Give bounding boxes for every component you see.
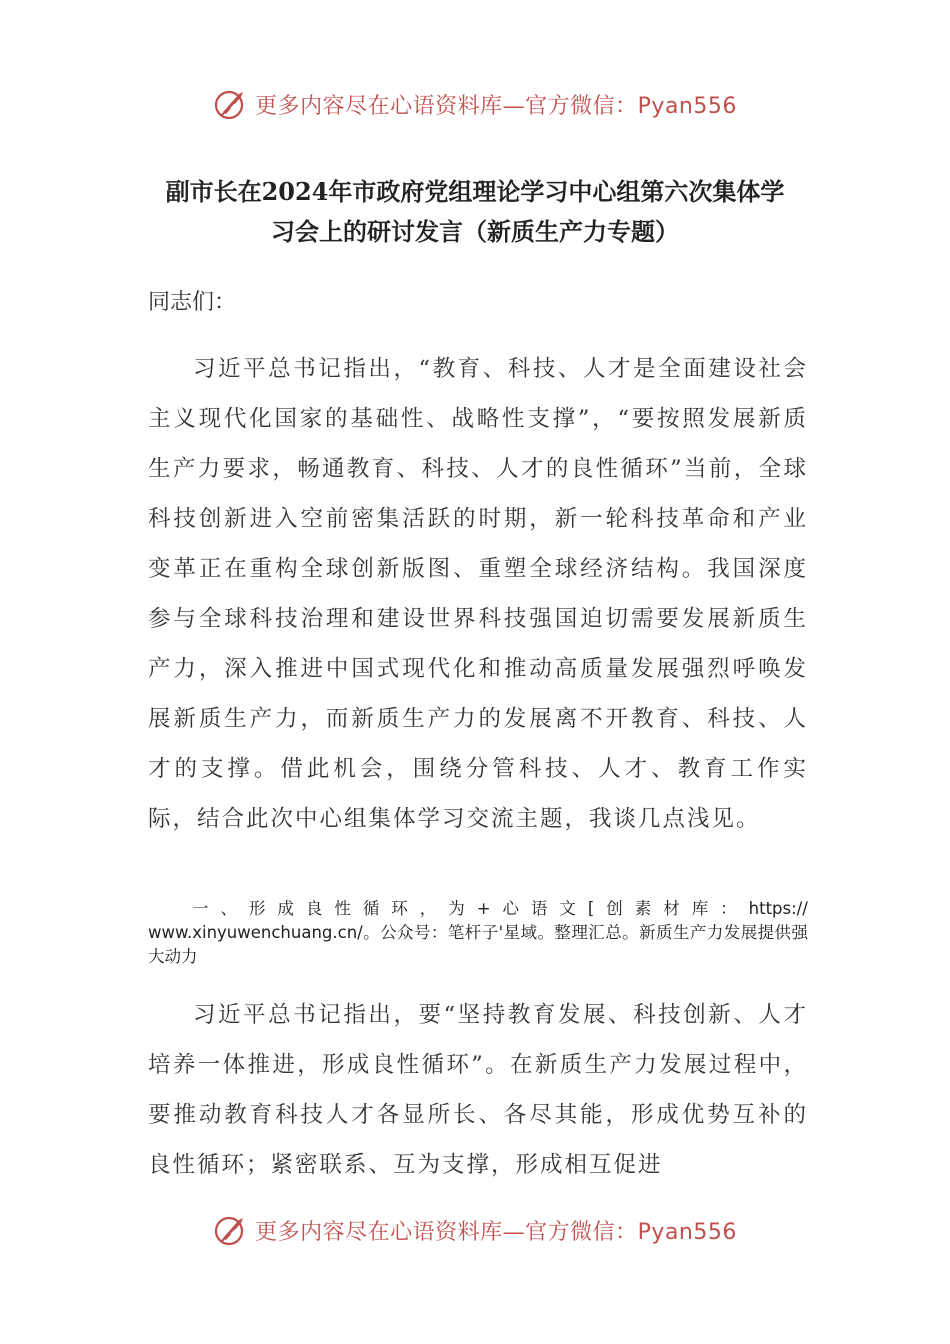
header-banner-text: 更多内容尽在心语资料库—官方微信：Pyan556: [255, 93, 737, 119]
heading-char: +: [476, 899, 491, 918]
heading-char: ，: [419, 899, 437, 918]
document-title: [130, 172, 820, 252]
quill-pen-logo-icon: [213, 86, 249, 122]
heading-char: 成: [277, 899, 294, 918]
section-heading-1: [148, 897, 808, 969]
footer-banner: [0, 1210, 950, 1250]
heading-char: 为: [448, 899, 465, 918]
header-banner: [0, 84, 950, 124]
title-line-2: 习会上的研讨发言（新质生产力专题）: [271, 217, 679, 246]
heading-char: 性: [334, 899, 351, 918]
heading-char: 语: [530, 899, 548, 918]
quill-pen-logo-icon: [213, 1212, 249, 1248]
heading-char: 、: [220, 899, 237, 918]
title-line-1: 副市长在2024年市政府党组理论学习中心组第六次集体学: [165, 177, 785, 206]
heading-char: 材: [663, 899, 680, 918]
heading-char: https://: [748, 899, 808, 918]
heading-char: 心: [502, 899, 519, 918]
section-heading-line-1: [148, 897, 808, 921]
greeting: 同志们：: [148, 290, 237, 315]
paragraph-2: 习近平总书记指出，要“坚持教育发展、科技创新、人才培养一体推进，形成良性循环”。在新质生产力发展过程中，要推动教育科技人才各显所长、各尽其能，形成优势互补的良性循环；紧密联系、互为支撑，形成相互促进: [148, 1002, 808, 1178]
heading-char: 环: [391, 899, 408, 918]
heading-char: 形: [248, 899, 266, 918]
heading-char: ：: [720, 899, 737, 918]
section-heading-rest: www.xinyuwenchuang.cn/。公众号：笔杆子'星域。整理汇总。新质生产力发展提供强大动力: [148, 923, 808, 966]
heading-char: 一: [192, 899, 209, 918]
heading-char: [: [587, 899, 595, 918]
heading-char: 库: [691, 899, 709, 918]
heading-char: 循: [362, 899, 380, 918]
footer-banner-text: 更多内容尽在心语资料库—官方微信：Pyan556: [255, 1219, 737, 1245]
heading-char: 创: [606, 899, 623, 918]
paragraph-1: 习近平总书记指出，“教育、科技、人才是全面建设社会主义现代化国家的基础性、战略性支撑”，“要按照发展新质生产力要求，畅通教育、科技、人才的良性循环”当前，全球科技创新进入空前密集活跃的时期，新一轮科技革命和产业变革正在重构全球创新版图、重塑全球经济结构。我国深度参与全球科技治理和建设世界科技强国迫切需要发展新质生产力，深入推进中国式现代化和推动高质量发展强烈呼唤发展新质生产力，而新质生产力的发展离不开教育、科技、人才的支撑。借此机会，围绕分管科技、人才、教育工作实际，结合此次中心组集体学习交流主题，我谈几点浅见。: [148, 356, 808, 832]
heading-char: 文: [559, 899, 576, 918]
heading-char: 素: [634, 899, 652, 918]
heading-char: 良: [305, 899, 323, 918]
